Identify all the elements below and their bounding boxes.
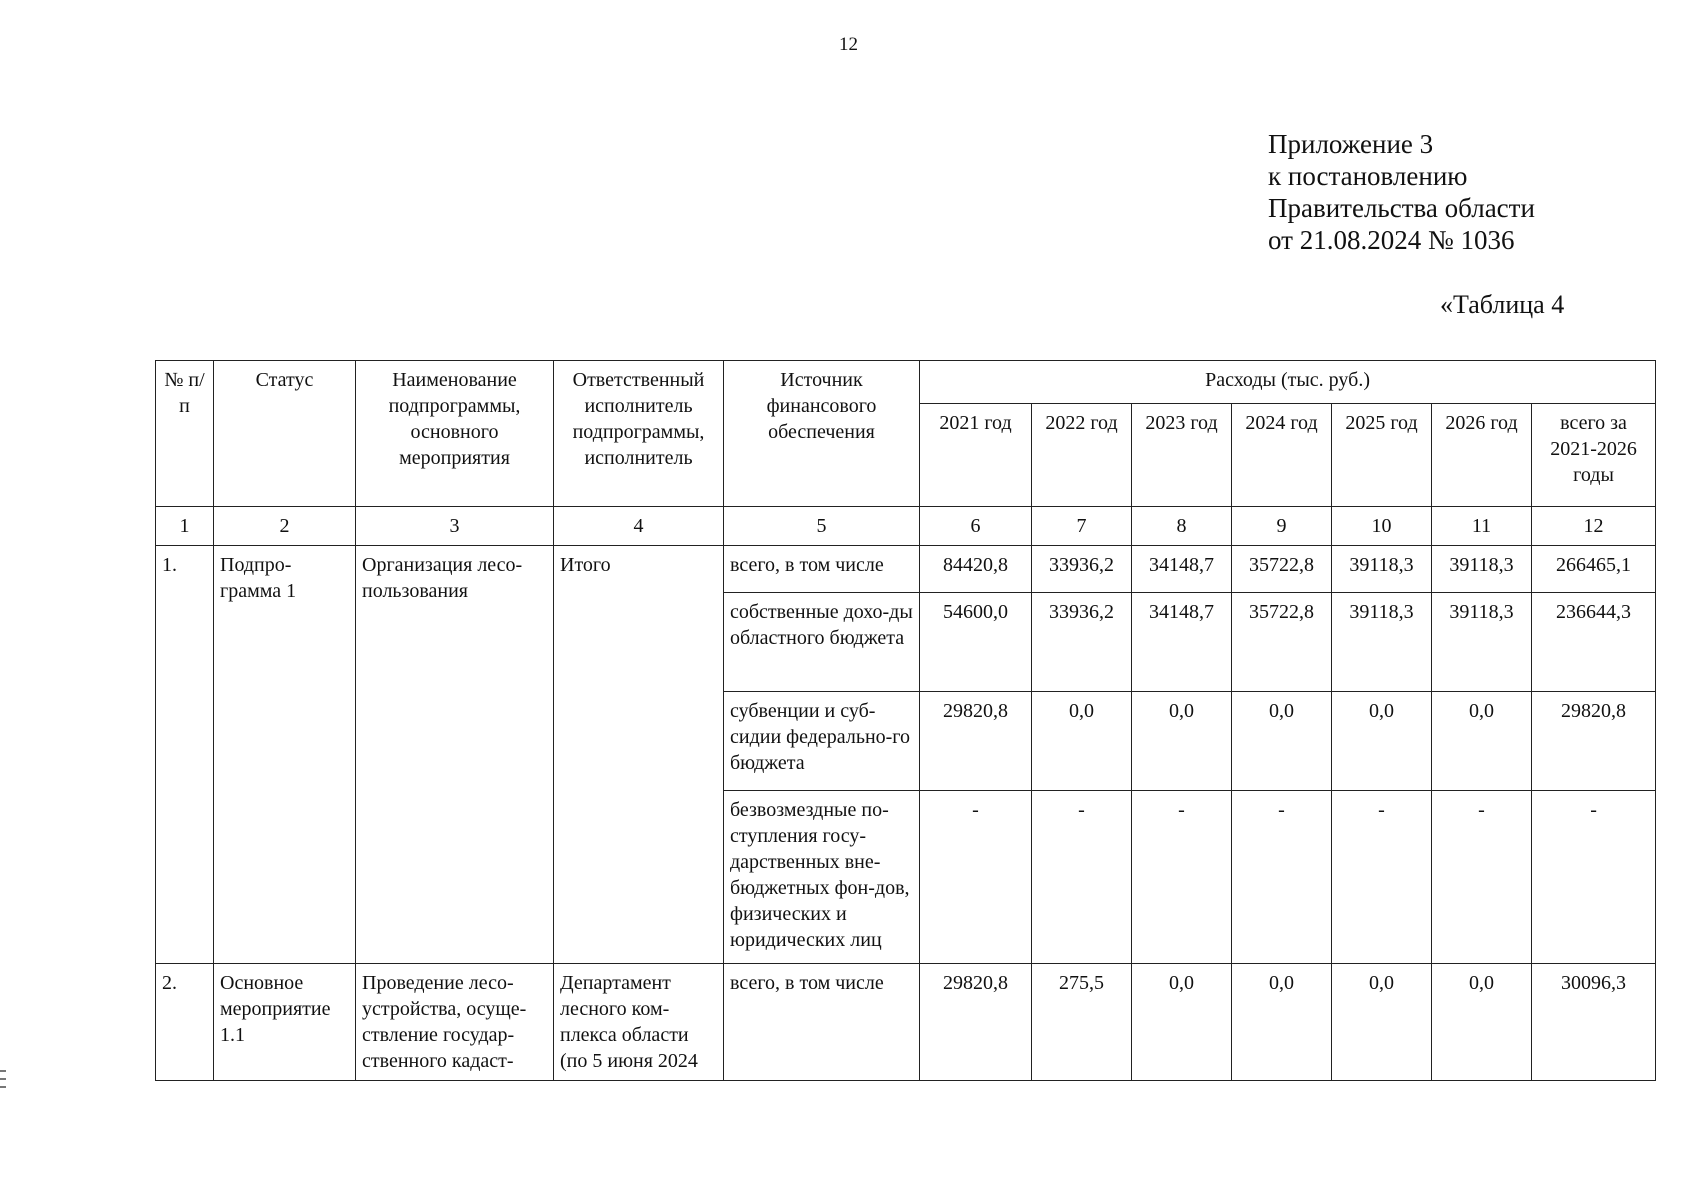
annex-line-4: от 21.08.2024 № 1036	[1268, 225, 1515, 255]
header-expenses: Расходы (тыс. руб.)	[920, 361, 1656, 404]
value-cell: 0,0	[1332, 692, 1432, 791]
value-cell: 34148,7	[1132, 546, 1232, 593]
header-year-2023: 2023 год	[1132, 404, 1232, 507]
row-source: всего, в том числе	[724, 546, 920, 593]
column-number: 10	[1332, 507, 1432, 546]
value-cell: -	[1432, 791, 1532, 964]
value-cell: 33936,2	[1032, 593, 1132, 692]
value-cell: 0,0	[1132, 964, 1232, 1081]
budget-table	[155, 360, 1656, 1081]
value-cell: 29820,8	[920, 964, 1032, 1081]
annex-line-3: Правительства области	[1268, 193, 1535, 223]
header-total: всего за 2021-2026 годы	[1532, 404, 1656, 507]
value-cell: -	[920, 791, 1032, 964]
row-executor: Итого	[554, 546, 724, 964]
column-number: 5	[724, 507, 920, 546]
row-no: 2.	[156, 964, 214, 1081]
table-caption: «Таблица 4	[1440, 290, 1565, 319]
row-status: Подпро-грамма 1	[214, 546, 356, 964]
value-cell: 0,0	[1432, 692, 1532, 791]
header-year-2025: 2025 год	[1332, 404, 1432, 507]
value-cell: -	[1332, 791, 1432, 964]
value-cell: 0,0	[1332, 964, 1432, 1081]
row-no: 1.	[156, 546, 214, 964]
value-cell: 29820,8	[920, 692, 1032, 791]
column-number: 8	[1132, 507, 1232, 546]
column-number: 2	[214, 507, 356, 546]
value-cell: 39118,3	[1332, 593, 1432, 692]
value-cell: -	[1132, 791, 1232, 964]
annex-line-1: Приложение 3	[1268, 129, 1434, 159]
value-cell-total: 266465,1	[1532, 546, 1656, 593]
header-year-2024: 2024 год	[1232, 404, 1332, 507]
row-source: субвенции и суб-сидии федерально-го бюджета	[724, 692, 920, 791]
value-cell: 0,0	[1432, 964, 1532, 1081]
value-cell-total: 30096,3	[1532, 964, 1656, 1081]
value-cell: 34148,7	[1132, 593, 1232, 692]
table-row	[156, 546, 1656, 593]
column-number: 12	[1532, 507, 1656, 546]
value-cell-total: 236644,3	[1532, 593, 1656, 692]
value-cell: 0,0	[1132, 692, 1232, 791]
header-executor: Ответственный исполнитель подпрограммы, исполнитель	[554, 361, 724, 507]
column-number: 11	[1432, 507, 1532, 546]
column-number-row	[156, 507, 1656, 546]
value-cell: 84420,8	[920, 546, 1032, 593]
column-number: 1	[156, 507, 214, 546]
header-year-2026: 2026 год	[1432, 404, 1532, 507]
value-cell: 39118,3	[1432, 593, 1532, 692]
value-cell-total: 29820,8	[1532, 692, 1656, 791]
annex-block	[1268, 128, 1535, 256]
value-cell: 275,5	[1032, 964, 1132, 1081]
margin-scan-marks	[0, 1070, 6, 1094]
header-name: Наименование подпрограммы, основного мероприятия	[356, 361, 554, 507]
value-cell: 35722,8	[1232, 593, 1332, 692]
column-number: 6	[920, 507, 1032, 546]
page-number: 12	[839, 34, 858, 55]
value-cell-total: -	[1532, 791, 1656, 964]
column-number: 3	[356, 507, 554, 546]
value-cell: 0,0	[1232, 692, 1332, 791]
row-name: Проведение лесо-устройства, осуще-ствление государ-ственного кадаст-	[356, 964, 554, 1081]
row-status: Основное мероприятие 1.1	[214, 964, 356, 1081]
header-status: Статус	[214, 361, 356, 507]
header-year-2022: 2022 год	[1032, 404, 1132, 507]
annex-line-2: к постановлению	[1268, 161, 1468, 191]
row-name: Организация лесо-пользования	[356, 546, 554, 964]
row-source: безвозмездные по-ступления госу-дарственных вне-бюджетных фон-дов, физических и юридических лиц	[724, 791, 920, 964]
value-cell: 33936,2	[1032, 546, 1132, 593]
column-number: 4	[554, 507, 724, 546]
header-source: Источник финансового обеспечения	[724, 361, 920, 507]
value-cell: 54600,0	[920, 593, 1032, 692]
column-number: 9	[1232, 507, 1332, 546]
value-cell: 0,0	[1232, 964, 1332, 1081]
row-source: собственные дохо-ды областного бюджета	[724, 593, 920, 692]
header-year-2021: 2021 год	[920, 404, 1032, 507]
value-cell: -	[1232, 791, 1332, 964]
header-no: № п/п	[156, 361, 214, 507]
row-executor: Департамент лесного ком-плекса области (по 5 июня 2024	[554, 964, 724, 1081]
value-cell: -	[1032, 791, 1132, 964]
value-cell: 39118,3	[1432, 546, 1532, 593]
table-row	[156, 964, 1656, 1081]
header-row	[156, 361, 1656, 404]
row-source: всего, в том числе	[724, 964, 920, 1081]
column-number: 7	[1032, 507, 1132, 546]
value-cell: 35722,8	[1232, 546, 1332, 593]
value-cell: 39118,3	[1332, 546, 1432, 593]
value-cell: 0,0	[1032, 692, 1132, 791]
